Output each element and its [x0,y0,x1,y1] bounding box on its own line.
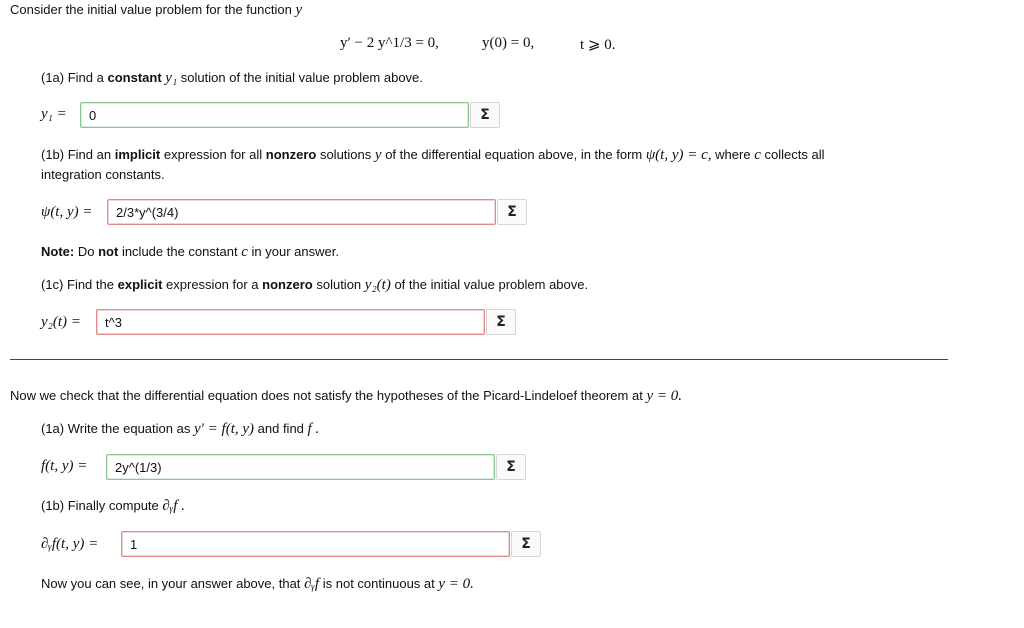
ode-equation: y′ − 2 y^1/3 = 0, [340,35,439,51]
domain-condition: t ⩾ 0. [580,37,616,53]
part-1b-prompt-line1: (1b) Find an implicit expression for all nonzero solutions y of the differential equation above, in the form ψ(t, y) = c, where c collects all [41,147,825,163]
section2-part-a-prompt: (1a) Write the equation as y′ = f(t, y) and find f . [41,421,320,437]
partial-f-equation-editor-button[interactable]: Σ [511,531,541,557]
part-1c-prompt: (1c) Find the explicit expression for a nonzero solution y₂(t) of the initial value problem above. [41,277,589,293]
psi-label: ψ(t, y) = [41,204,93,220]
section-divider [10,359,948,360]
f-answer-input[interactable] [106,454,495,480]
f-equation-editor-button[interactable]: Σ [496,454,526,480]
y2-label: y₂(t) = [41,314,81,330]
conclusion-line: Now you can see, in your answer above, that ∂ᵧf is not continuous at y = 0. [41,576,474,592]
f-label: f(t, y) = [41,458,88,474]
partial-f-answer-input[interactable] [121,531,510,557]
note-line: Note: Do not include the constant c in your answer. [41,244,339,260]
y2-answer-input[interactable] [96,309,485,335]
y2-equation-editor-button[interactable]: Σ [486,309,516,335]
initial-condition: y(0) = 0, [482,35,535,51]
section2-intro: Now we check that the differential equation does not satisfy the hypotheses of the Picard-Lindeloef theorem at y = 0. [10,388,682,404]
psi-equation-editor-button[interactable]: Σ [497,199,527,225]
section2-part-b-prompt: (1b) Finally compute ∂ᵧf . [41,498,185,514]
partial-f-label: ∂ᵧf(t, y) = [41,536,99,552]
intro-line: Consider the initial value problem for the function y [10,2,303,18]
part-1b-prompt-line2: integration constants. [41,167,165,182]
y1-label: y₁ = [41,106,67,122]
psi-answer-input[interactable] [107,199,496,225]
part-1a-prompt: (1a) Find a constant y₁ solution of the initial value problem above. [41,70,423,86]
y1-equation-editor-button[interactable]: Σ [470,102,500,128]
y1-answer-input[interactable] [80,102,469,128]
